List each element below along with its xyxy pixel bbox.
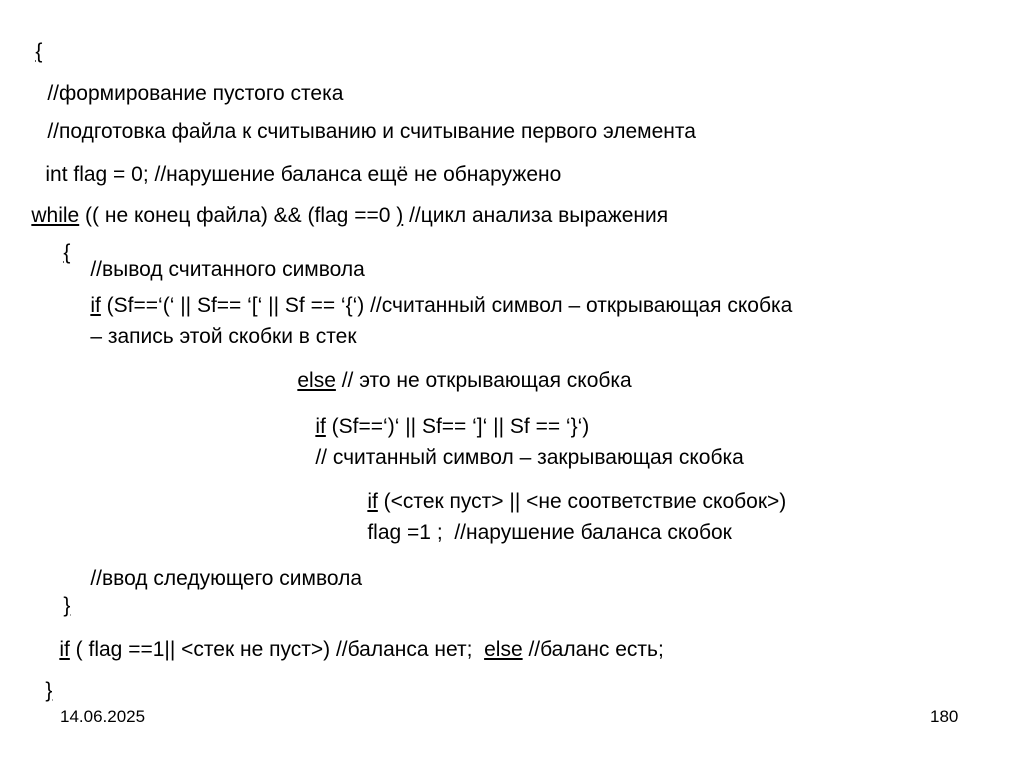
keyword-if: if — [367, 490, 378, 513]
code-text: flag =1 ; //нарушение баланса скобок — [367, 521, 732, 544]
code-line-close-brace — [22, 655, 52, 727]
code-text: //вывод считанного символа — [90, 258, 365, 281]
code-text: //баланс есть; — [522, 638, 664, 661]
code-text: } — [63, 594, 71, 617]
keyword-if: if — [315, 415, 326, 438]
code-text: // считанный символ – закрывающая скобка — [315, 446, 744, 469]
code-line-loop-open-brace — [40, 217, 70, 289]
code-text: ( flag ==1|| <стек не пуст>) //баланса нет; — [69, 638, 485, 661]
code-line-final-if — [36, 614, 664, 686]
code-text: (Sf==‘)‘ || Sf== ‘]‘ || Sf == ‘}‘) — [325, 415, 590, 438]
keyword-while: while — [31, 204, 80, 227]
slide-page-number: 180 — [930, 707, 959, 726]
keyword-if: if — [90, 294, 101, 317]
code-text: //формирование пустого стека — [47, 82, 344, 105]
keyword-if: if — [59, 638, 70, 661]
code-text: //цикл анализа выражения — [403, 204, 669, 227]
code-text: – запись этой скобки в стек — [90, 325, 357, 348]
code-text: (( не конец файла) && (flag ==0 — [79, 204, 397, 227]
keyword-else: else — [484, 638, 523, 661]
keyword-else: else — [297, 369, 336, 392]
code-line-comment-next-symbol — [67, 543, 362, 615]
code-text: int flag = 0; //нарушение баланса ещё не обнаружено — [45, 163, 562, 186]
code-text: //подготовка файла к считыванию и считывание первого элемента — [47, 120, 696, 143]
code-text: } — [45, 679, 53, 702]
code-text: ) — [396, 204, 404, 227]
code-text: (Sf==‘(‘ || Sf== ‘[‘ || Sf == ‘{‘) //считанный символ – открывающая скобка — [100, 294, 793, 317]
slide-date: 14.06.2025 — [60, 707, 146, 726]
code-text: //ввод следующего символа — [90, 567, 363, 590]
code-text: { — [63, 241, 71, 264]
code-text: { — [35, 40, 43, 63]
code-text: // это не открывающая скобка — [335, 369, 632, 392]
code-text: (<стек пуст> || <не соответствие скобок>) — [377, 490, 787, 513]
code-line-flag-set — [344, 497, 732, 569]
